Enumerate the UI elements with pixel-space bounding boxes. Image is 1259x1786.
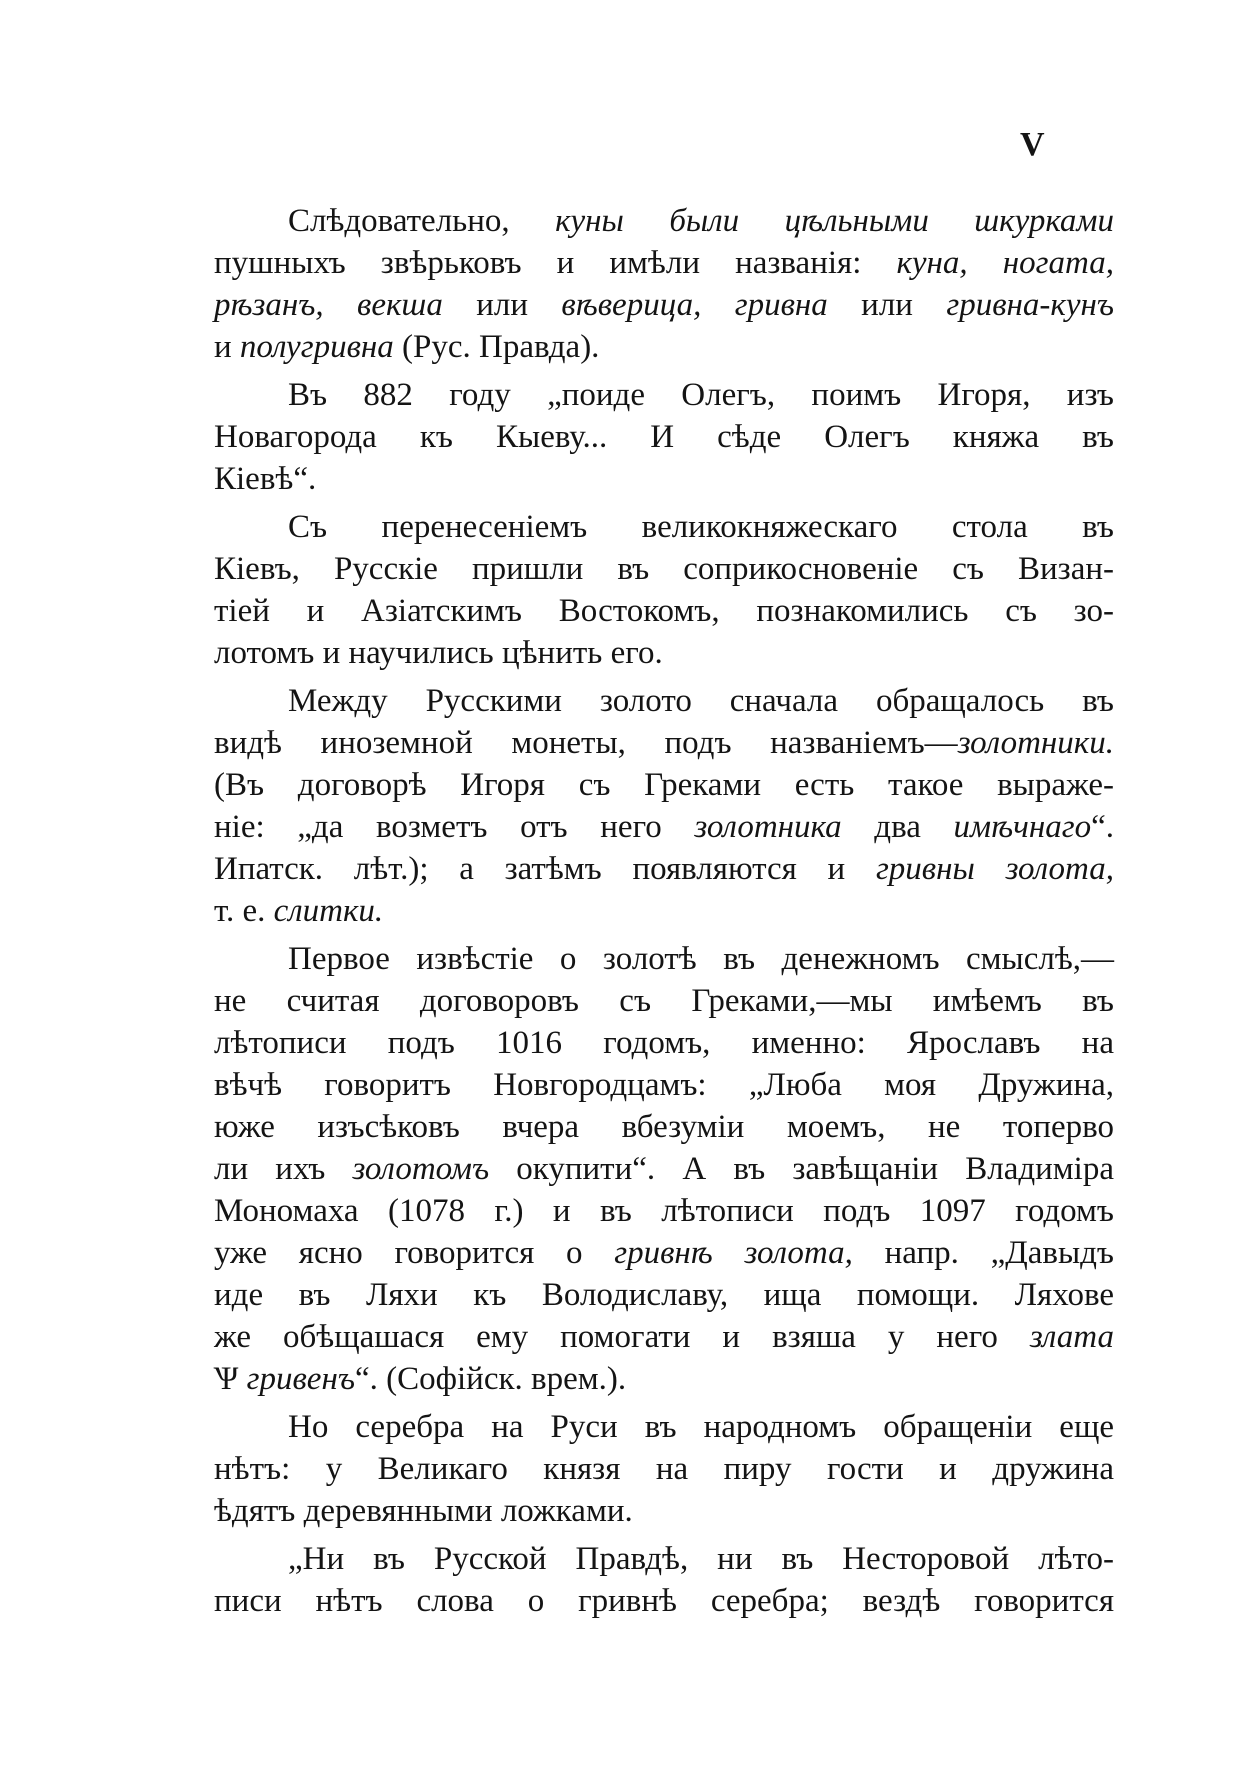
body-text [214, 200, 1114, 1622]
paragraph [214, 1538, 1114, 1622]
text-line [214, 1490, 1114, 1532]
text-line [214, 1232, 1114, 1274]
text-line [214, 1316, 1114, 1358]
text-run: ніе: „да возметъ отъ него [214, 809, 695, 845]
italic-term: имѣчнаго [953, 809, 1092, 845]
text-line [214, 1022, 1114, 1064]
text-line [214, 242, 1114, 284]
text-line [214, 506, 1114, 548]
text-run: Кіевъ, Русскіе пришли въ соприкосновеніе съ Визан- [214, 551, 1114, 587]
text-run: видѣ иноземной монеты, подъ названіемъ— [214, 725, 958, 761]
text-run: Первое извѣстіе о золотѣ въ денежномъ смыслѣ,— [288, 941, 1114, 977]
text-line [214, 632, 1114, 674]
text-run: Но серебра на Руси въ народномъ обращеніи еще [288, 1409, 1114, 1445]
italic-term: куны были цѣльными шкурками [555, 203, 1114, 239]
text-run: иде въ Ляхи къ Володиславу, ища помощи. Ляхове [214, 1277, 1114, 1313]
italic-term: злата [1029, 1319, 1114, 1355]
text-run: ѣдятъ деревянными ложками. [214, 1493, 633, 1529]
text-line [214, 848, 1114, 890]
text-line [214, 1580, 1114, 1622]
text-line [214, 1274, 1114, 1316]
text-line [214, 1448, 1114, 1490]
text-line [214, 680, 1114, 722]
italic-term: гривенъ [246, 1361, 355, 1397]
text-run: т. е. [214, 893, 274, 929]
text-run: лѣтописи подъ 1016 годомъ, именно: Ярославъ на [214, 1025, 1114, 1061]
text-line [214, 806, 1114, 848]
text-run: Съ перенесеніемъ великокняжескаго стола въ [288, 509, 1114, 545]
text-line [214, 722, 1114, 764]
page-number: V [1020, 126, 1045, 163]
text-run: писи нѣтъ слова о гривнѣ серебра; вездѣ говорится [214, 1583, 1114, 1619]
text-line [214, 1148, 1114, 1190]
paragraph [214, 506, 1114, 674]
text-run: нѣтъ: у Великаго князя на пиру гости и дружина [214, 1451, 1114, 1487]
italic-term: золотника [694, 809, 842, 845]
text-line [214, 374, 1114, 416]
text-line [214, 458, 1114, 500]
paragraph [214, 200, 1114, 368]
text-run: два [841, 809, 954, 845]
text-line [214, 326, 1114, 368]
text-line [214, 980, 1114, 1022]
italic-term: золотомъ [352, 1151, 490, 1187]
text-run: “. [1091, 809, 1114, 845]
text-run: (Рус. Правда). [393, 329, 600, 365]
text-line [214, 938, 1114, 980]
italic-term: рѣзанъ, векша [214, 287, 443, 323]
text-run: Между Русскими золото сначала обращалось въ [288, 683, 1114, 719]
text-run: Слѣдовательно, [288, 203, 556, 239]
paragraph [214, 374, 1114, 500]
text-line [214, 1538, 1114, 1580]
text-run: лотомъ и научились цѣнить его. [214, 635, 663, 671]
paragraph [214, 680, 1114, 932]
text-line [214, 590, 1114, 632]
text-line [214, 764, 1114, 806]
text-run: Кіевѣ“. [214, 461, 317, 497]
text-run: же обѣщашася ему помогати и взяша у него [214, 1319, 1030, 1355]
text-line [214, 1406, 1114, 1448]
text-run: тіей и Азіатскимъ Востокомъ, познакомились съ зо- [214, 593, 1114, 629]
text-run: ли ихъ [214, 1151, 353, 1187]
text-line [214, 1064, 1114, 1106]
text-run: Въ 882 году „поиде Олегъ, поимъ Игоря, изъ [288, 377, 1114, 413]
text-run: и [214, 329, 240, 365]
text-run: пушныхъ звѣрьковъ и имѣли названія: [214, 245, 897, 281]
text-line [214, 416, 1114, 458]
italic-term: гривнѣ золота, [614, 1235, 853, 1271]
italic-term: золотники. [957, 725, 1114, 761]
text-run: Новагорода къ Кыеву... И сѣде Олегъ княжа въ [214, 419, 1114, 455]
text-run: Ипатск. лѣт.); а затѣмъ появляются и [214, 851, 876, 887]
italic-term: слитки. [273, 893, 384, 929]
text-run: Ѱ [214, 1361, 247, 1397]
text-run: (Въ договорѣ Игоря съ Греками есть такое выраже- [214, 767, 1114, 803]
text-run: или [442, 287, 562, 323]
text-run: юже изъсѣковъ вчера вбезуміи моемъ, не топерво [214, 1109, 1114, 1145]
text-line [214, 890, 1114, 932]
text-run: вѣчѣ говоритъ Новгородцамъ: „Люба моя Дружина, [214, 1067, 1114, 1103]
text-line [214, 200, 1114, 242]
italic-term: гривна-кунъ [946, 287, 1114, 323]
text-run: напр. „Давыдъ [852, 1235, 1114, 1271]
italic-term: полугривна [239, 329, 394, 365]
italic-term: куна, ногата, [896, 245, 1114, 281]
paragraph [214, 1406, 1114, 1532]
text-run: „Ни въ Русской Правдѣ, ни въ Несторовой лѣто- [288, 1541, 1114, 1577]
italic-term: вѣверица, гривна [561, 287, 828, 323]
text-run: уже ясно говорится о [214, 1235, 615, 1271]
text-line [214, 1358, 1114, 1400]
text-run: Мономаха (1078 г.) и въ лѣтописи подъ 1097 годомъ [214, 1193, 1114, 1229]
italic-term: гривны золота, [875, 851, 1114, 887]
text-run: или [827, 287, 947, 323]
text-line [214, 548, 1114, 590]
text-line [214, 284, 1114, 326]
text-run: не считая договоровъ съ Греками,—мы имѣемъ въ [214, 983, 1114, 1019]
text-line [214, 1106, 1114, 1148]
text-run: “. (Софійск. врем.). [354, 1361, 627, 1397]
paragraph [214, 938, 1114, 1400]
text-run: окупити“. А въ завѣщаніи Владиміра [489, 1151, 1114, 1187]
text-line [214, 1190, 1114, 1232]
